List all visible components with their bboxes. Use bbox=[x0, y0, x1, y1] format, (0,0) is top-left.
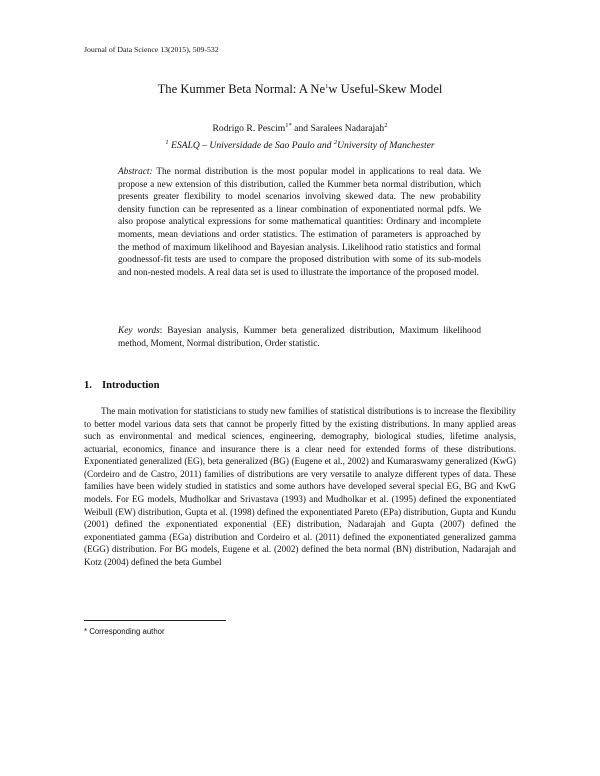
intro-paragraph: The main motivation for statisticians to study new families of statistical distributions is to increase the flexibility to better model various data sets that cannot be properly fitted by the existing distributions. In many applied areas such as environmental and medical sciences, engineering, demography, biological studies, lifetime analysis, actuarial, economics, finance and insurance there is a clear need for extended forms of these distributions. Exponentiated generalized (EG), beta generalized (BG) (Eugene et al., 2002) and Kumaraswamy generalized (KwG) (Cordeiro and de Castro, 2011) families of distributions are very versatile to analyze different types of data. These families have been widely studied in statistics and some authors have developed several special EG, BG and KwG models. For EG models, Mudholkar and Srivastava (1993) and Mudholkar et al. (1995) defined the exponentiated Weibull (EW) distribution, Gupta et al. (1998) defined the exponentiated Pareto (EPa) distribution, Gupta and Kundu (2001) defined the exponentiated exponential (EE) distribution, Nadarajah and Gupta (2007) defined the exponentiated gamma (EGa) distribution and Cordeiro et al. (2011) defined the exponentiated generalized gamma (EGG) distribution. For BG models, Eugene et al. (2002) defined the beta normal (BN) distribution, Nadarajah and Kotz (2004) defined the beta Gumbel bbox=[84, 406, 516, 567]
footnote: * Corresponding author bbox=[84, 627, 165, 636]
keywords-label: Key words bbox=[118, 326, 160, 336]
author-conjunction: and bbox=[291, 123, 311, 134]
keywords bbox=[118, 325, 481, 350]
title-part-1: The Kummer Beta Normal: A Ne bbox=[157, 82, 326, 96]
abstract-text: The normal distribution is the most popular model in applications to real data. We propose a new extension of this distribution, called the Kummer beta normal distribution, which presents greater flexibility to model scenarios involving skewed data. The new probability density function can be represented as a linear combination of exponentiated normal pdfs. We also propose analytical expressions for some mathematical quantities: Ordinary and incomplete moments, mean deviations and order statistics. The estimation of parameters is approached by the method of maximum likelihood and Bayesian analysis. Likelihood ratio statistics and formal goodnessof-fit tests are used to compare the proposed distribution with some of its sub-models and non-nested models. A real data set is used to illustrate the importance of the proposed model. bbox=[118, 167, 481, 278]
title-part-2: w Useful-Skew Model bbox=[328, 82, 443, 96]
abstract-label: Abstract: bbox=[118, 167, 153, 177]
footnote-divider bbox=[84, 620, 226, 621]
author-2: Saralees Nadarajah bbox=[310, 123, 385, 134]
title-superscript: 1 bbox=[325, 82, 329, 90]
author-line bbox=[0, 123, 600, 134]
affiliation-2: University of Manchester bbox=[337, 140, 435, 151]
affiliation-1-mark: 1 bbox=[165, 138, 169, 146]
journal-header: Journal of Data Science 13(2015), 509-532 bbox=[84, 45, 219, 54]
paper-title bbox=[0, 82, 600, 97]
author-2-mark: 2 bbox=[384, 121, 388, 129]
section-heading bbox=[84, 380, 160, 391]
abstract bbox=[118, 166, 481, 279]
affiliation-1: ESALQ – Universidade de Sao Paulo and bbox=[168, 140, 334, 151]
author-1-mark: 1* bbox=[285, 121, 292, 129]
section-number: 1. bbox=[84, 380, 92, 391]
affiliation-2-mark: 2 bbox=[333, 138, 338, 146]
section-title: Introduction bbox=[102, 380, 160, 391]
author-1: Rodrigo R. Pescim bbox=[212, 123, 286, 134]
affiliation-line bbox=[0, 140, 600, 151]
keywords-text: : Bayesian analysis, Kummer beta generalized distribution, Maximum likelihood method, Moment, Normal distribution, Order statistic. bbox=[118, 326, 481, 349]
